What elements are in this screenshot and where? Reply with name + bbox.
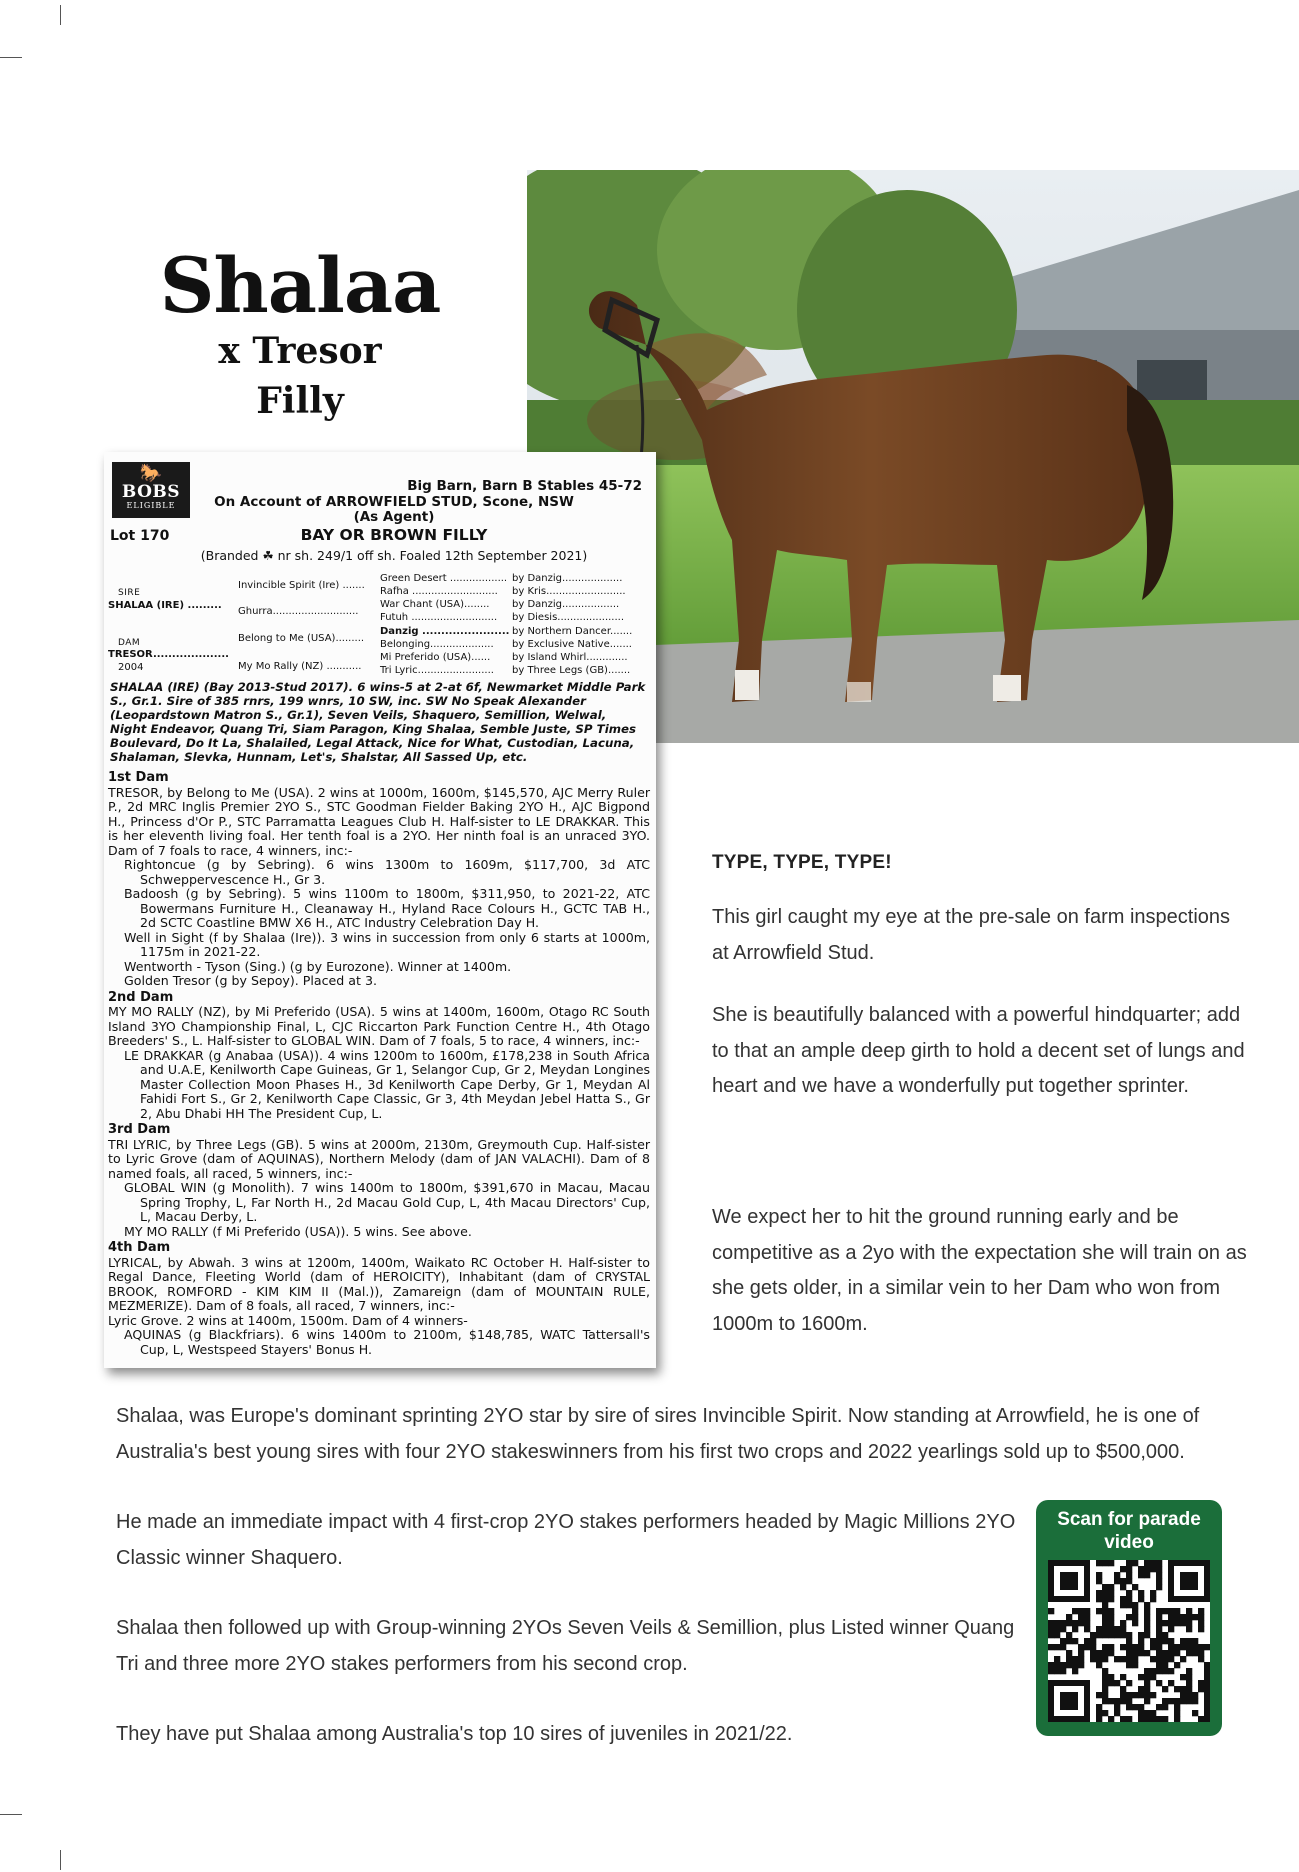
dam-4-record: LYRICAL, by Abwah. 3 wins at 1200m, 1400m, Waikato RC October H. Half-sister to Regal Dance, Fleeting World (dam of HEROICITY), Inhabitant (dam of CRYSTAL BROOK, ROMFORD - KIM KIM II (Mal.)), Zamareign (dam of MOUNTAIN RULE, MEZMERIZE). Dam of 8 foals, all raced, 7 winners, inc:-: [108, 1254, 650, 1313]
crop-mark-bottom: [60, 1850, 61, 1870]
crop-mark-left-bottom: [0, 1814, 22, 1815]
dam-3-record: TRI LYRIC, by Three Legs (GB). 5 wins at 2000m, 2130m, Greymouth Cup. Half-sister to Lyric Grove (dam of AQUINAS), Northern Melody (dam of JAN VALACHI). Dam of 8 named foals, all raced, 5 winners, inc:-: [108, 1136, 650, 1181]
crop-mark-top: [60, 5, 61, 25]
dam-1-heading: 1st Dam: [108, 770, 169, 785]
qr-title: Scan for parade video: [1057, 1509, 1201, 1553]
pedigree-by-8: by Three Legs (GB).......: [512, 665, 631, 676]
horse-logo-icon: 🐎: [139, 463, 163, 484]
pedigree-gp-4: My Mo Rally (NZ) ...........: [238, 661, 362, 672]
commentary-paragraph-1: This girl caught my eye at the pre-sale on farm inspections at Arrowfield Stud.: [712, 906, 1231, 964]
pedigree-ggp-2: Rafha ...........................: [380, 586, 498, 597]
sire-note-1: Shalaa, was Europe's dominant sprinting 2YO star by sire of sires Invincible Spirit. Now standing at Arrowfield, he is one of Australia's best young sires with four 2YO stakeswinners from his first two crops and 2022 yearlings sold up to $500,000.: [116, 1405, 1200, 1463]
pedigree-gp-3: Belong to Me (USA).........: [238, 633, 365, 644]
lot-number: Lot 170: [110, 528, 170, 544]
pedigree-by-2: by Kris.........................: [512, 586, 626, 597]
pedigree-ggp-5: Danzig .......................: [380, 626, 510, 637]
horse-name: Shalaa: [159, 241, 441, 330]
progeny-entry: MY MO RALLY (f Mi Preferido (USA)). 5 wins. See above.: [124, 1223, 472, 1239]
dam-label: DAM: [118, 638, 141, 648]
dam-2-record: MY MO RALLY (NZ), by Mi Preferido (USA). 5 wins at 1400m, 1600m, Otago RC South Island 3YO Championship Final, L, CJC Riccarton Park Function Centre H., 4th Otago Breeders' S., L. Half-sister to GLOBAL WIN. Dam of 7 foals, 5 to race, 4 winners, inc:-: [108, 1004, 650, 1048]
dam-year: 2004: [118, 662, 144, 673]
pedigree-ggp-1: Green Desert ..................: [380, 573, 508, 584]
bobs-eligible-logo: [112, 462, 190, 518]
brand-foaling: (Branded ☘ nr sh. 249/1 off sh. Foaled 12th September 2021): [200, 548, 588, 563]
dam-4-heading: 4th Dam: [108, 1240, 171, 1255]
pedigree-by-4: by Diesis.....................: [512, 612, 625, 623]
sire-note-2: He made an immediate impact with 4 first-crop 2YO stakes performers headed by Magic Millions 2YO Classic winner Shaquero.: [116, 1511, 1016, 1569]
pedigree-gp-2: Ghurra...........................: [238, 606, 359, 617]
progeny-entry: GLOBAL WIN (g Monolith). 7 wins 1400m to 1800m, $391,670 in Macau, Macau Spring Trophy, L, Far North H., 2d Macau Gold Cup, L, 4th Macau Directors' Cup, L, Macau Derby, L.: [124, 1180, 650, 1224]
pedigree-ggp-7: Mi Preferido (USA)......: [380, 652, 491, 663]
pedigree-by-7: by Island Whirl.............: [512, 652, 628, 663]
progeny-entry: Lyric Grove. 2 wins at 1400m, 1500m. Dam of 4 winners-: [108, 1312, 468, 1328]
progeny-entry: Rightoncue (g by Sebring). 6 wins 1300m to 1609m, $117,700, 3d ATC Schweppervescence H., Gr 3.: [124, 857, 650, 887]
pedigree-ggp-3: War Chant (USA)........: [380, 599, 490, 610]
title-block: [120, 241, 480, 422]
pedigree-by-3: by Danzig..................: [512, 599, 620, 610]
logo-subtext: ELIGIBLE: [126, 501, 176, 510]
produce-record: [108, 769, 650, 1357]
pedigree-by-6: by Exclusive Native.......: [512, 639, 632, 650]
dam-name: TRESOR....................: [108, 649, 229, 660]
dam-3-heading: 3rd Dam: [108, 1122, 171, 1137]
progeny-entry: Well in Sight (f by Shalaa (Ire)). 3 wins in succession from only 6 starts at 1000m, 1175m in 2021-22.: [124, 929, 650, 959]
sire-note-4: They have put Shalaa among Australia's top 10 sires of juveniles in 2021/22.: [116, 1723, 793, 1745]
progeny-entry: LE DRAKKAR (g Anabaa (USA)). 4 wins 1200m to 1600m, £178,238 in South Africa and U.A.E, Kenilworth Cape Guineas, Gr 1, Selangor Cup, Gr 2, Meydan Longines Master Collection Moon Phases H., 3d Kenilworth Cape Derby, Gr 1, Meydan Al Fahidi Fort S., Gr 2, Kenilworth Cape Classic, Gr 3, 4th Meydan Jebel Hatta S., Gr 2, Abu Dhabi HH The President Cup, L.: [124, 1047, 650, 1121]
pedigree-by-5: by Northern Dancer.......: [512, 626, 633, 637]
commentary-heading: TYPE, TYPE, TYPE!: [712, 852, 892, 873]
vendor-agent: (As Agent): [353, 509, 435, 525]
progeny-entry: Wentworth - Tyson (Sing.) (g by Eurozone). Winner at 1400m.: [124, 958, 512, 974]
progeny-entry: Badoosh (g by Sebring). 5 wins 1100m to 1800m, $311,950, to 2021-22, ATC Bowermans Furniture H., Cleanaway H., Hyland Race Colours H., GCTC TAB H., 2d SCTC Coastline BMW X6 H., ATC Industry Celebration Day H.: [124, 886, 650, 930]
pedigree-ggp-6: Belonging....................: [380, 639, 494, 650]
dam-1-record: TRESOR, by Belong to Me (USA). 2 wins at 1000m, 1600m, $145,570, AJC Merry Ruler P., 2d MRC Inglis Premier 2YO S., STC Goodman Fielder Baking 2YO H., AJC Bigpond H., Princess d'Or P., STC Parramatta Leagues Club H. Half-sister to LE DRAKKAR. This is her eleventh living foal. Her tenth foal is a 2YO. Her ninth foal is an unraced 3YO. Dam of 7 foals to race, 4 winners, inc:-: [108, 784, 650, 858]
horse-sex: Filly: [256, 379, 344, 422]
logo-text: BOBS: [121, 482, 181, 502]
commentary-paragraph-3: We expect her to hit the ground running early and be competitive as a 2yo with the expectation she will train on as she gets older, in a similar vein to her Dam who won from 1000m to 1600m.: [712, 1206, 1247, 1335]
vendor-account: On Account of ARROWFIELD STUD, Scone, NSW: [214, 494, 574, 510]
pedigree-gp-1: Invincible Spirit (Ire) .......: [238, 580, 365, 591]
dam-cross: x Tresor: [218, 330, 382, 372]
progeny-entry: AQUINAS (g Blackfriars). 6 wins 1400m to 2100m, $148,785, WATC Tattersall's Cup, L, Westspeed Stayers' Bonus H.: [124, 1327, 650, 1357]
dam-2-heading: 2nd Dam: [108, 989, 174, 1005]
sire-name: SHALAA (IRE) .........: [108, 600, 222, 611]
sire-summary: SHALAA (IRE) (Bay 2013-Stud 2017). 6 wins-5 at 2-at 6f, Newmarket Middle Park S., Gr.1. Sire of 385 rnrs, 199 wnrs, 10 SW, inc. SW No Speak Alexander (Leopardstown Matron S., Gr.1), Seven Veils, Shaquero, Semillion, Welwal, Night Endeavor, Quang Tri, Siam Paragon, King Shalaa, Semble Juste, SP Times Boulevard, Do It La, Shalailed, Legal Attack, Nice for What, Custodian, Lacuna, Shalaman, Slevka, Hunnam, Let's, Shalstar, All Sassed Up, etc.: [110, 680, 646, 764]
qr-code-icon[interactable]: [1048, 1560, 1210, 1722]
pedigree-ggp-8: Tri Lyric........................: [380, 665, 494, 676]
barn-location: Big Barn, Barn B Stables 45-72: [407, 478, 642, 494]
pedigree-by-1: by Danzig...................: [512, 573, 623, 584]
pedigree-ggp-4: Futuh ...........................: [380, 612, 498, 623]
commentary-paragraph-2: She is beautifully balanced with a powerful hindquarter; add to that an ample deep girth to hold a decent set of lungs and heart and we have a wonderfully put together sprinter.: [712, 1004, 1245, 1097]
catalogue-page: [104, 452, 656, 1368]
sire-note-3: Shalaa then followed up with Group-winning 2YOs Seven Veils & Semillion, plus Listed winner Quang Tri and three more 2YO stakes performers from his second crop.: [116, 1617, 1015, 1675]
progeny-entry: Golden Tresor (g by Sepoy). Placed at 3.: [124, 973, 377, 988]
crop-mark-left-top: [0, 57, 22, 58]
sire-label: SIRE: [118, 588, 141, 598]
colour-sex: BAY OR BROWN FILLY: [300, 526, 488, 544]
parade-video-qr-panel[interactable]: [1036, 1500, 1222, 1736]
